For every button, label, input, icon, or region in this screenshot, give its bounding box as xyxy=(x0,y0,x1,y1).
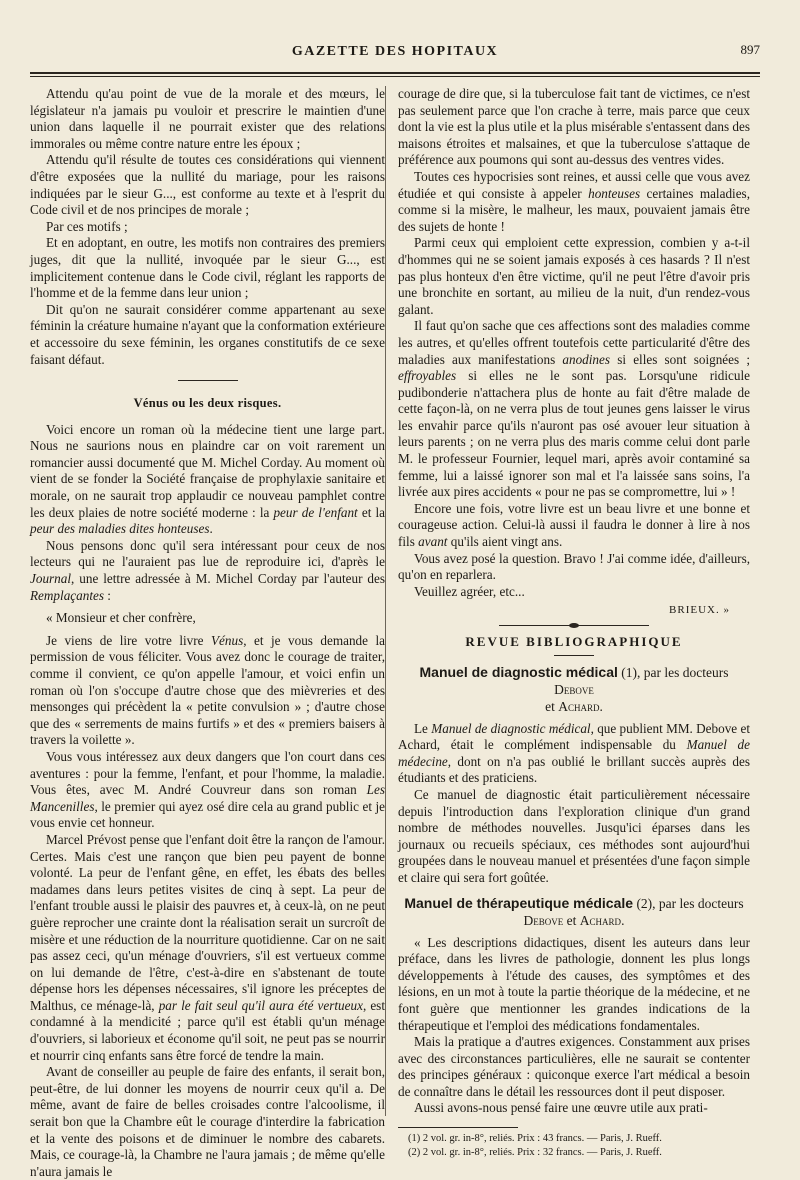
section-rule xyxy=(554,655,594,656)
paragraph: Attendu qu'il résulte de toutes ces considérations qui viennent d'être exposées que la nullité du mariage, pour les raisons indiquées par le sieur G..., est conforme au texte et à l'esprit du Code civil et de nos principes de morale ; xyxy=(30,152,385,218)
paragraph: Ce manuel de diagnostic était particulièrement nécessaire depuis l'introduction dans l'exploration clinique d'un grand nombre de méthodes nouvelles. Jusqu'ici éparses dans les journaux ou recueils spéciaux, ces méthodes sont aujourd'hui groupées dans le nouveau manuel et présentées d'une façon simple et claire qui sera fort goûtée. xyxy=(398,786,750,885)
paragraph: Voici encore un roman où la médecine tient une large part. Nous ne saurions nous en plaindre car on voit rarement un romancier aussi documenté que M. Michel Corday. Au moment où vient de se fonder la Société française de prophylaxie sanitaire et morale, on ne saurait trop applaudir ce nouveau pamphlet contre les deux plaies de notre société moderne : la peur de l'enfant et la peur des maladies dites honteuses. xyxy=(30,421,385,537)
page-header xyxy=(30,42,760,66)
footnote-rule xyxy=(398,1127,518,1128)
paragraph: Parmi ceux qui emploient cette expression, combien y a-t-il d'hommes qui ne se soient jamais exposés à ces hasards ? Il n'est pas plus honteux d'en être victime, qu'il ne peut l'être d'avoir pris une bronchite en sortant, au milieu de la nuit, d'un rendez-vous galant. xyxy=(398,235,750,317)
paragraph: Vous vous intéressez aux deux dangers que l'on court dans ces aventures : pour la femme, l'enfant, et pour l'homme, la maladie. Vous êtes, avec M. André Couvreur dans son roman Les Mancenilles, le premier qui ayez osé dire cela au grand public et je vous envie cet honneur. xyxy=(30,748,385,831)
paragraph: Avant de conseiller au peuple de faire des enfants, il serait bon, peut-être, de lui donner les moyens de nourrir ceux qu'il a. De même, avant de faire de belles croisades contre l'alcoolisme, il serait bon que la Chambre eût le courage d'interdire la fabrication et la vente des poisons et de diminuer le nombre des cabarets. Mais, ce courage-là, la Chambre ne l'aura jamais ; de même qu'elle n'aura jamais le xyxy=(30,1064,385,1179)
paragraph: Attendu qu'au point de vue de la morale et des mœurs, le législateur n'a jamais pu vouloir et prescrire le maintien d'une union dans laquelle il ne pourrait exister que des relations immorales ou même contre nature entre les époux ; xyxy=(30,86,385,151)
section-title: REVUE BIBLIOGRAPHIQUE xyxy=(465,634,683,649)
paragraph: Encore une fois, votre livre est un beau livre et une bonne et courageuse action. Celui-là aussi il faudra le donner à lire à nos fils avant qu'ils aient vingt ans. xyxy=(398,500,750,550)
paragraph: Vous avez posé la question. Bravo ! J'ai comme idée, d'ailleurs, qu'on en reparlera. xyxy=(398,550,750,583)
right-column xyxy=(398,86,750,1160)
paragraph: Le Manuel de diagnostic médical, que publient MM. Debove et Achard, était le complément indispensable du Manuel de médecine, dont on n'a pas oublié le brillant succès auprès des étudiants et des praticiens. xyxy=(398,720,750,786)
paragraph: Mais la pratique a d'autres exigences. Constamment aux prises avec des circonstances particulières, elle ne saurait se contenter des principes généraux : quiconque exerce l'art médical a besoin de connaître dans le détail les ressources dont il peut disposer. xyxy=(398,1034,750,1099)
paragraph: Dit qu'on ne saurait considérer comme appartenant au sexe féminin la créature humaine n'ayant que la conformation extérieure et accessoire du sexe féminin, les organes constitutifs de ce sexe faisant défaut. xyxy=(30,301,385,367)
section-separator xyxy=(178,380,238,381)
footnote: (1) 2 vol. gr. in-8°, reliés. Prix : 43 francs. — Paris, J. Rueff. xyxy=(408,1133,662,1145)
ornament-separator xyxy=(499,625,649,626)
header-rule-thin xyxy=(30,76,760,77)
paragraph: Marcel Prévost pense que l'enfant doit être la rançon de l'amour. Certes. Mais c'est une rançon que bien peu payent de bonne volonté. La peur de l'enfant gêne, en effet, les ébats des belles madames dans leurs petites visites de cinq à sept. La peur de l'enfant trouble aussi le plaisir des pauvres et, à ceux-là, on ne peut guère reprocher une crainte dont la réalisation serait un surcroît de misère et une réduction de la nourriture quotidienne. Car on ne sait pas assez ceci, qu'un ménage d'ouvriers, s'il est vertueux comme on lui demande de l'être, c'est-à-dire en s'abstenant de toute dépense hors les dépenses nécessaires, s'il ignore les préceptes de Malthus, ce ménage-là, par le fait seul qu'il aura été vertueux, est condamné à la mendicité ; parce qu'il est établi qu'un ménage d'ouvriers, si laborieux et économe qu'il soit, ne peut pas se nourrir et nourrir cinq enfants sans être forcé de tendre la main. xyxy=(30,831,385,1063)
paragraph: Aussi avons-nous pensé faire une œuvre utile aux prati- xyxy=(414,1100,708,1116)
letter-salutation: « Monsieur et cher confrère, xyxy=(46,610,196,626)
paragraph: Nous pensons donc qu'il sera intéressant pour ceux de nos lecteurs qui ne l'auraient pas lue de reproduire ici, d'après le Journal, une lettre adressée à M. Michel Corday par l'auteur des Remplaçantes : xyxy=(30,537,385,603)
paragraph: Il faut qu'on sache que ces affections sont des maladies comme les autres, et qu'elles offrent toutefois cette particularité d'être des maladies aux manifestations anodines si elles sont soignées ; effroyables si elles ne le sont pas. Lorsqu'une ridicule pudibonderie n'attachera plus de honte au fait d'être malade de cette façon-là, on ne verra plus de tout jeunes gens laisser le virus les envahir parce qu'ils n'auront pas osé avouer leur situation à leurs parents ; on ne verra plus des maris comme celui dont parle M. le professeur Fournier, lequel mari, après avoir contaminé sa femme, lui a laissé ignorer son mal et l'a laissée sans soins, l'a livrée aux pires accidents « pour ne pas se compromettre, lui » ! xyxy=(398,318,750,500)
left-column xyxy=(30,86,385,1180)
paragraph: « Les descriptions didactiques, disent les auteurs dans leur préface, dans les livres de pathologie, donnent les plus longs développements à l'étude des causes, des symptômes et des lésions, en un mot à toute la partie théorique de la médecine, et ne font guère que mentionner les grandes indications de la thérapeutique et l'emploi des médications fondamentales. xyxy=(398,934,750,1033)
paragraph: Toutes ces hypocrisies sont reines, et aussi celle que vous avez étudiée et qui consiste à appeler honteuses certaines maladies, comme si la misère, le malheur, les maux, pouvaient jamais être des sujets de honte ! xyxy=(398,168,750,234)
book-heading: Manuel de diagnostic médical (1), par les docteurs Debove et Achard. xyxy=(419,663,729,714)
footnote: (2) 2 vol. gr. in-8°, reliés. Prix : 32 francs. — Paris, J. Rueff. xyxy=(408,1147,662,1159)
header-rule xyxy=(30,72,760,74)
paragraph: Veuillez agréer, etc... xyxy=(414,583,525,599)
section-title: Vénus ou les deux risques. xyxy=(133,396,282,411)
page-number: 897 xyxy=(740,42,760,57)
publication-title: GAZETTE DES HOPITAUX xyxy=(291,44,499,59)
paragraph: Je viens de lire votre livre Vénus, et je vous demande la permission de vous féliciter. Vous avez donc le courage de traiter, comme il convient, ce qu'on appelle l'amour, et voici enfin un roman où l'on s'occupe d'autre chose que des mièvreries et des mensonges qui précèdent la « petite convulsion » ; d'autre chose que des « serrements de mains furtifs » et des « premiers baisers à travers la voilette ». xyxy=(30,632,385,748)
paragraph: Et en adoptant, en outre, les motifs non contraires des premiers juges, dit que la nullité, invoquée par le sieur G..., est implicitement contenue dans le Code civil, réglant les rapports de l'homme et de la femme dans leur union ; xyxy=(30,235,385,301)
paragraph: courage de dire que, si la tuberculose fait tant de victimes, ce n'est pas seulement parce que l'on crache à terre, mais parce que ceux dont la vie est la plus utile et la plus misérable s'entassent dans des maisons étroites et malsaines, et que la tuberculose s'attaque de préférence aux poumons qui sont au-dessus des ventres vides. xyxy=(398,86,750,168)
paragraph: Par ces motifs ; xyxy=(46,218,128,234)
signature: BRIEUX. » xyxy=(669,604,730,617)
book-heading: Manuel de thérapeutique médicale (2), par les docteurs Debove et Achard. xyxy=(404,894,744,928)
column-divider xyxy=(385,86,386,1116)
